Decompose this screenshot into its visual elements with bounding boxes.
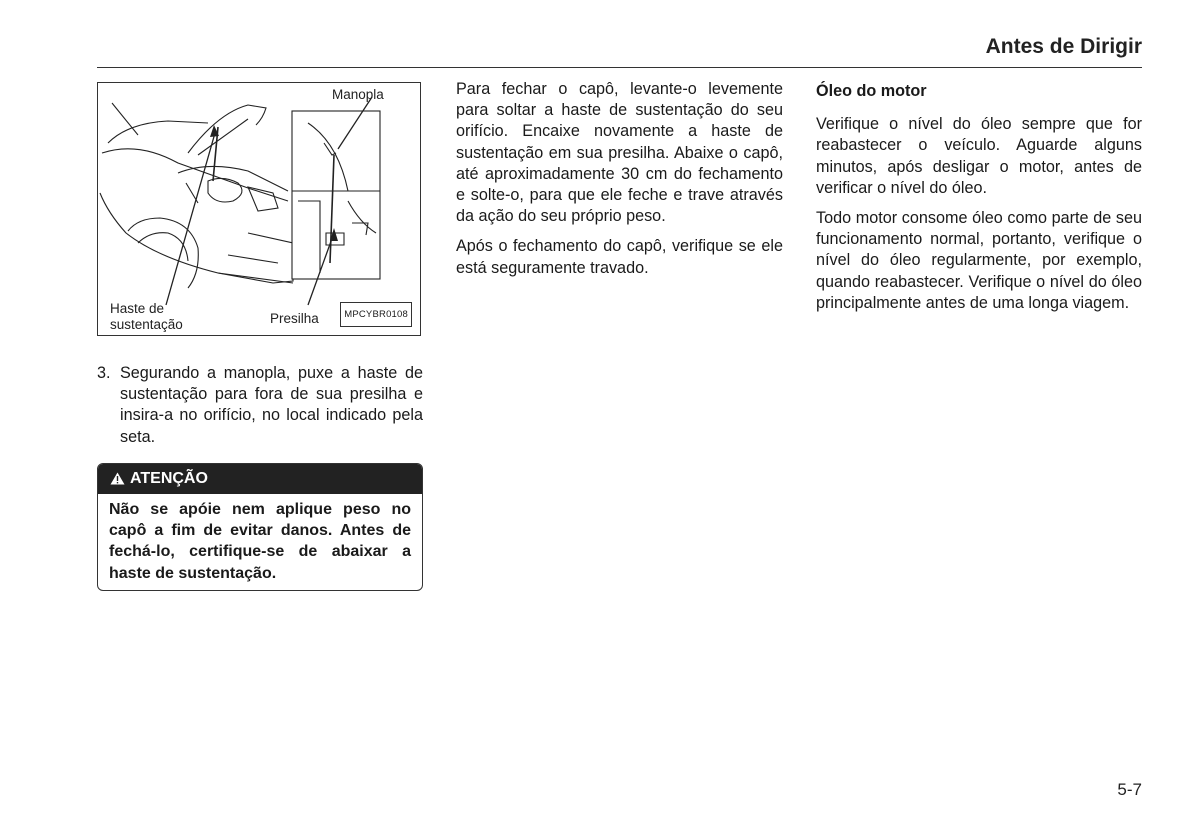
- warning-text: Não se apóie nem aplique peso no capô a fim de evitar danos. Antes de fechá-lo, certifique-se de abaixar a haste de sustentação.: [109, 500, 411, 582]
- warning-header: [98, 464, 422, 494]
- section-heading-oil: Óleo do motor: [816, 82, 927, 100]
- hood-illustration: [98, 83, 421, 336]
- figure-label-rod-line1: Haste de: [110, 301, 165, 316]
- right-column: [816, 79, 1142, 323]
- middle-column: [456, 79, 783, 288]
- step-number: 3.: [97, 364, 111, 382]
- middle-paragraph-2: Após o fechamento do capô, verifique se ele está seguramente travado.: [456, 237, 783, 277]
- figure-code: MPCYBR0108: [340, 302, 412, 327]
- right-paragraph-2: Todo motor consome óleo como parte de seu funcionamento normal, portanto, verifique o nível do óleo regularmente, por exemplo, quando reabastecer. Verifique o nível do óleo principalmente antes de uma longa viagem.: [816, 209, 1142, 312]
- figure-label-handle: Manopla: [332, 87, 384, 102]
- figure-label-rod-line2: sustentação: [110, 317, 183, 332]
- warning-title: ATENÇÃO: [130, 469, 208, 487]
- hood-figure: [97, 82, 421, 336]
- page-header-title: Antes de Dirigir: [985, 35, 1142, 58]
- step-text: Segurando a manopla, puxe a haste de sustentação para fora de sua presilha e insira-a no orifício, no local indicado pela seta.: [120, 364, 423, 446]
- warning-triangle-icon: [110, 472, 125, 485]
- figure-label-clip: Presilha: [270, 311, 319, 326]
- header-divider: [97, 67, 1142, 68]
- step-3: [97, 363, 423, 448]
- page-number: 5-7: [1117, 780, 1142, 799]
- middle-paragraph-1: Para fechar o capô, levante-o levemente para soltar a haste de sustentação do seu orifício. Encaixe novamente a haste de sustentação em sua presilha. Abaixe o capô, até aproximadamente 30 cm do fechamento e solte-o, para que ele feche e trave através da ação do seu próprio peso.: [456, 80, 783, 226]
- left-column: [97, 82, 423, 591]
- right-paragraph-1: Verifique o nível do óleo sempre que for reabastecer o veículo. Aguarde alguns minutos, após desligar o motor, antes de verificar o nível do óleo.: [816, 115, 1142, 197]
- warning-box: [97, 463, 423, 591]
